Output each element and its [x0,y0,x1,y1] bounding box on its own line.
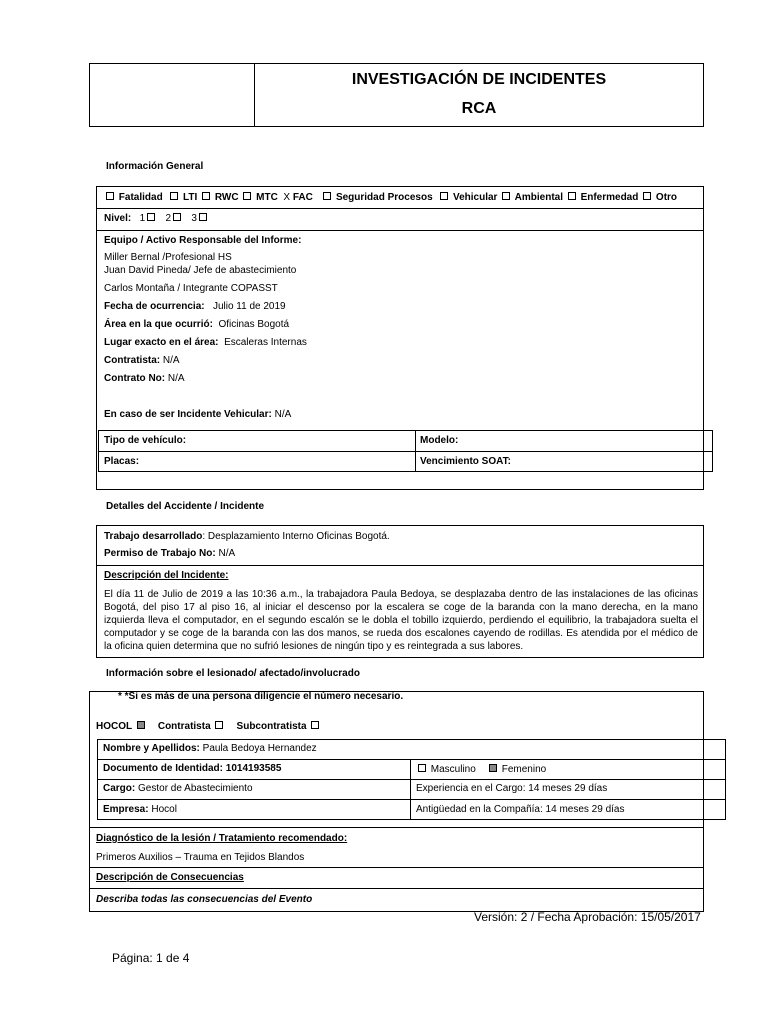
checkbox-rwc[interactable] [202,192,210,200]
checkbox-fac-marked[interactable]: X [283,192,291,203]
fecha-value: Julio 11 de 2019 [212,301,286,312]
documento-row [103,763,281,775]
permiso-label: Permiso de Trabajo No: [104,548,216,559]
team-member: Carlos Montaña / Integrante COPASST [104,283,278,294]
vehicular-row [104,409,291,421]
section-title-general: Información General [106,161,204,172]
consecuencias-prompt: Describa todas las consecuencias del Evento [96,894,313,905]
document-subtitle: RCA [461,100,497,117]
divider [96,230,704,231]
lugar-value: Escaleras Internas [224,337,307,348]
empresa-label: Empresa: [103,804,149,815]
divider [89,867,704,868]
type-label: Enfermedad [580,192,639,203]
version-text: Versión: 2 / Fecha Aprobación: 15/05/2017 [474,910,701,924]
modelo-label: Modelo: [420,435,459,446]
tipo-vehiculo-label: Tipo de vehículo: [104,435,187,446]
cargo-label: Cargo: [103,783,136,794]
femenino-label: Femenino [501,764,547,775]
checkbox-otro[interactable] [643,192,651,200]
trabajo-value: : Desplazamiento Interno Oficinas Bogotá. [202,531,390,542]
team-member: Juan David Pineda/ Jefe de abastecimiento [104,265,297,276]
consecuencias-label: Descripción de Consecuencias [96,872,244,883]
diagnostico-label: Diagnóstico de la lesión / Tratamiento recomendado: [96,833,348,844]
gender-row [416,764,546,776]
documento-value: 1014193585 [225,763,282,774]
permiso-row [104,548,235,560]
fecha-row [104,301,286,313]
type-label: Seguridad Procesos [335,192,433,203]
nivel-option-1: 1 [139,213,146,224]
checkbox-femenino[interactable] [489,764,497,772]
checkbox-contratista[interactable] [215,721,223,729]
lugar-label: Lugar exacto en el área: [104,337,219,348]
subcontratista-label: Subcontratista [236,721,307,732]
type-label: FAC [292,192,313,203]
checkbox-vehicular[interactable] [440,192,448,200]
checkbox-nivel-3[interactable] [199,213,207,221]
contratista-aff-label: Contratista [157,721,211,732]
contratista-label: Contratista: [104,355,161,366]
affiliation-row [96,721,321,733]
divider [89,888,704,889]
descripcion-label: Descripción del Incidente: [104,570,229,581]
contratista-row [104,355,180,367]
checkbox-nivel-1[interactable] [147,213,155,221]
checkbox-enfermedad[interactable] [568,192,576,200]
nivel-label: Nivel: [104,213,132,224]
nivel-option-3: 3 [191,213,197,224]
empresa-value: Hocol [151,804,177,815]
checkbox-seguridad-procesos[interactable] [323,192,331,200]
nivel-option-2: 2 [165,213,172,224]
type-label: Vehicular [452,192,498,203]
checkbox-subcontratista[interactable] [311,721,319,729]
nombre-row [103,743,317,755]
type-label: Fatalidad [118,192,163,203]
placas-label: Placas: [104,456,140,467]
type-label: MTC [256,192,278,203]
divider [96,208,704,209]
soat-label: Vencimiento SOAT: [420,456,511,467]
team-member: Miller Bernal /Profesional HS [104,252,232,263]
divider [89,827,704,828]
fecha-label: Fecha de ocurrencia: [104,301,205,312]
trabajo-label: Trabajo desarrollado [104,531,203,542]
type-label: Otro [655,192,678,203]
type-label: RWC [214,192,239,203]
divider [97,759,726,760]
descripcion-text: El día 11 de Julio de 2019 a las 10:36 a.m., la trabajadora Paula Bedoya, se desplazaba dentro de las instalaciones de las oficinas Bogotá, del piso 17 al piso 16, al iniciar el descenso por la escalera se coge de la baranda con la mano derecha, en la mano izquierda lleva el computador, en el segundo escalón se le dobla el tobillo izquierdo, perdiendo el equilibrio, la trabajadora suelta el computador y se coge de la baranda con las dos manos, se rueda dos escalones cayendo de rodillas. Es atendida por el médico de la oficina quien determina que no sufrió lesiones de ningún tipo y es reintegrada a sus labores. [104,589,698,652]
nivel-row [104,213,209,225]
injured-note: * *Si es más de una persona diligencie el número necesario. [118,691,404,702]
checkbox-ambiental[interactable] [502,192,510,200]
checkbox-mtc[interactable] [243,192,251,200]
contratista-value: N/A [162,355,180,366]
divider [96,565,704,566]
team-label: Equipo / Activo Responsable del Informe: [104,235,302,246]
checkbox-lti[interactable] [170,192,178,200]
section-title-injured: Información sobre el lesionado/ afectado/involucrado [106,668,360,679]
incident-type-row [104,192,677,204]
section-title-accident: Detalles del Accidente / Incidente [106,501,265,512]
cargo-value: Gestor de Abastecimiento [138,783,253,794]
divider [97,799,726,800]
document-title: INVESTIGACIÓN DE INCIDENTES [351,71,607,88]
vehicular-label: En caso de ser Incidente Vehicular: [104,409,272,420]
divider [97,779,726,780]
antiguedad-text: Antigüedad en la Compañía: 14 meses 29 días [416,804,625,815]
divider [410,759,411,820]
area-label: Área en la que ocurrió: [104,319,213,330]
nombre-value: Paula Bedoya Hernandez [202,743,317,754]
trabajo-row [104,531,390,543]
divider [415,430,416,472]
contrato-value: N/A [167,373,185,384]
checkbox-fatalidad[interactable] [106,192,114,200]
area-value: Oficinas Bogotá [218,319,290,330]
area-row [104,319,289,331]
permiso-value: N/A [218,548,236,559]
diagnostico-value: Primeros Auxilios – Trauma en Tejidos Blandos [96,852,305,863]
checkbox-hocol[interactable] [137,721,145,729]
page-number: Página: 1 de 4 [112,951,190,965]
nombre-label: Nombre y Apellidos: [103,743,200,754]
contrato-label: Contrato No: [104,373,166,384]
masculino-label: Masculino [430,764,476,775]
checkbox-nivel-2[interactable] [173,213,181,221]
cargo-row [103,783,253,795]
empresa-row [103,804,177,816]
checkbox-masculino[interactable] [418,764,426,772]
lugar-row [104,337,307,349]
vehicular-value: N/A [274,409,292,420]
type-label: LTI [183,192,198,203]
experiencia-text: Experiencia en el Cargo: 14 meses 29 días [416,783,608,794]
divider [98,451,713,452]
type-label: Ambiental [514,192,563,203]
hocol-label: HOCOL [96,721,132,732]
documento-label: Documento de Identidad: [103,763,223,774]
contrato-row [104,373,185,385]
